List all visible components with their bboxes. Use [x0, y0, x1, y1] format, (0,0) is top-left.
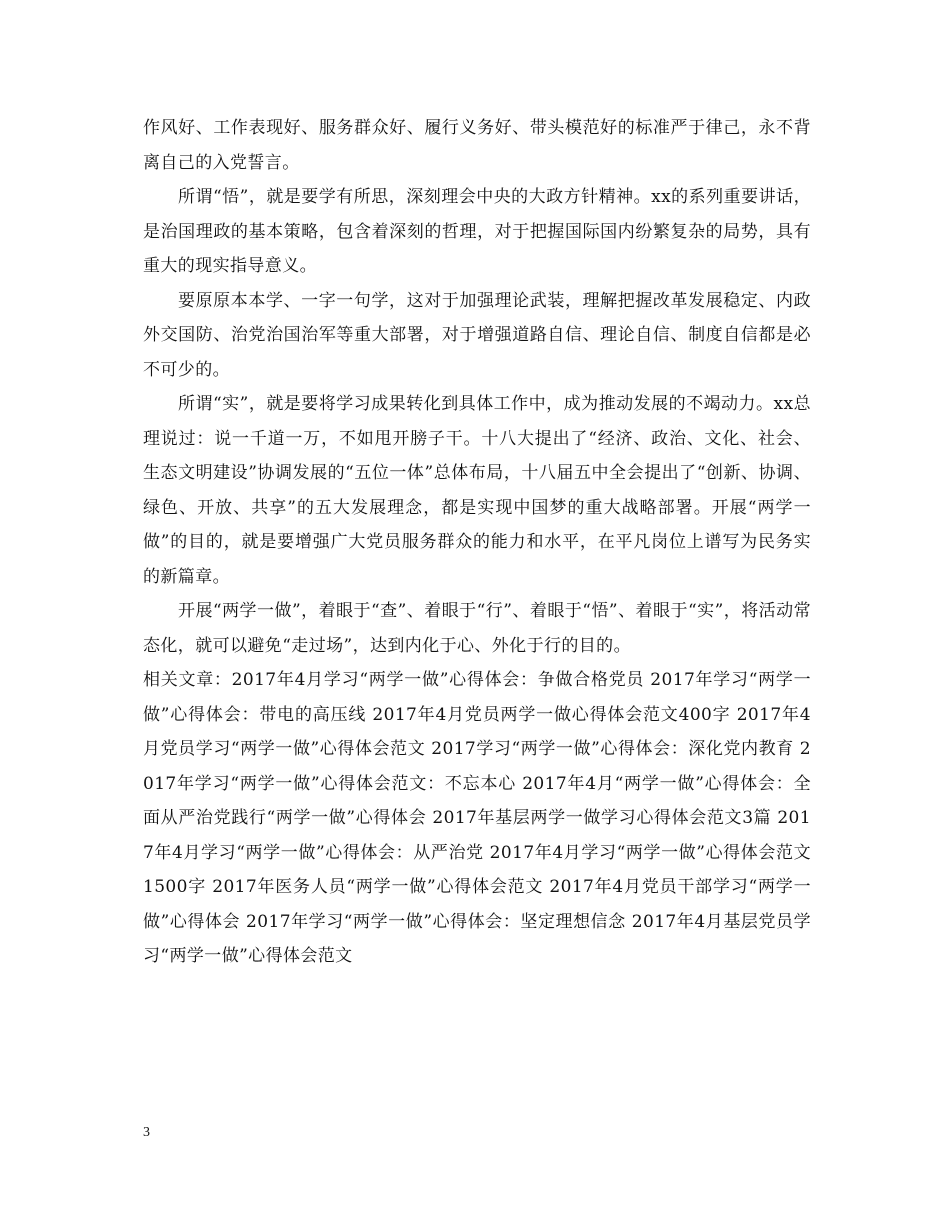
related-articles: 相关文章：2017年4月学习“两学一做”心得体会：争做合格党员 2017年学习“两学一做”心得体会：带电的高压线 2017年4月党员两学一做心得体会范文400字 2017年4月党员学习“两学一做”心得体会范文 2017学习“两学一做”心得体会：深化党内教育 2017年学习“两学一做”心得体会范文：不忘本心 2017年4月“两学一做”心得体会：全面从严治党践行“两学一做”心得体会 2017年基层两学一做学习心得体会范文3篇 2017年4月学习“两学一做”心得体会：从严治党 2017年4月学习“两学一做”心得体会范文1500字 2017年医务人员“两学一做”心得体会范文 2017年4月党员干部学习“两学一做”心得体会 2017年学习“两学一做”心得体会：坚定理想信念 2017年4月基层党员学习“两学一做”心得体会范文: [143, 670, 811, 966]
page-number: 3: [143, 1125, 150, 1140]
paragraph-5: 开展“两学一做”，着眼于“查”、着眼于“行”、着眼于“悟”、着眼于“实”，将活动常态化，就可以避免“走过场”，达到内化于心、外化于行的目的。: [143, 601, 811, 656]
paragraph-2: 所谓“悟”，就是要学有所思，深刻理会中央的大政方针精神。xx的系列重要讲话，是治国理政的基本策略，包含着深刻的哲理，对于把握国际国内纷繁复杂的局势，具有重大的现实指导意义。: [143, 187, 811, 276]
paragraph-4: 所谓“实”，就是要将学习成果转化到具体工作中，成为推动发展的不竭动力。xx总理说过：说一千道一万，不如甩开膀子干。十八大提出了“经济、政治、文化、社会、生态文明建设”协调发展的“五位一体”总体布局，十八届五中全会提出了“创新、协调、绿色、开放、共享”的五大发展理念，都是实现中国梦的重大战略部署。开展“两学一做”的目的，就是要增强广大党员服务群众的能力和水平，在平凡岗位上谱写为民务实的新篇章。: [143, 394, 811, 587]
paragraph-1: 作风好、工作表现好、服务群众好、履行义务好、带头模范好的标准严于律己，永不背离自己的入党誓言。: [143, 118, 811, 173]
document-body: [143, 111, 811, 974]
paragraph-3: 要原原本本学、一字一句学，这对于加强理论武装，理解把握改革发展稳定、内政外交国防、治党治国治军等重大部署，对于增强道路自信、理论自信、制度自信都是必不可少的。: [143, 290, 811, 380]
